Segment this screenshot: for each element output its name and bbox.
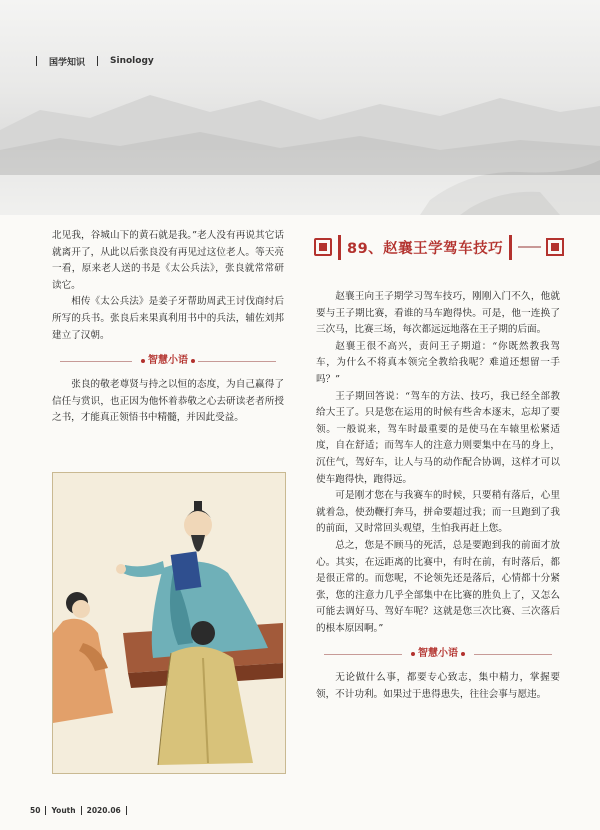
title-rule	[518, 246, 541, 248]
wisdom-tip-text: 张良的敬老尊贤与持之以恒的态度，为自己赢得了信任与赏识，也正因为他怀着恭敬之心去研读老者所授之书，才能真正领悟书中精髓，并因此受益。	[52, 379, 284, 424]
divider	[36, 56, 37, 66]
left-column	[52, 228, 284, 427]
paragraph: 可是刚才您在与我赛车的时候，只要稍有落后，心里就着急，使劲鞭打奔马，拼命要超过我；而一旦跑到了我的前面，又时常回头观望，生怕我再赶上您。	[316, 490, 560, 535]
paragraph: 赵襄王向王子期学习驾车技巧，刚刚入门不久，他就要与王子期比赛，看谁的马车跑得快。可是，他一连换了三次马，比赛三场，每次都远远地落在王子期的后面。	[316, 291, 560, 336]
chapter-heading	[314, 232, 564, 262]
paragraph: 总之，您是不顾马的死活，总是要跑到我的前面才放心。其实，在远距离的比赛中，有时在前，有时落后，都是很正常的。而您呢，不论领先还是落后，心情都十分紧张，您的注意力几乎全部集中在比赛的胜负上了，又怎么可能去调好马、驾好车呢？这就是您三次比赛、三次落后的根本原因啊。”	[316, 539, 560, 634]
mist-mountains-image	[0, 0, 600, 215]
divider	[81, 806, 82, 815]
issue-date: 2020.06	[86, 806, 121, 815]
paragraph: 赵襄王很不高兴，责问王子期道：“你既然教我驾车，为什么不将真本领完全教给我呢？难道还想留一手吗？”	[316, 340, 560, 385]
wisdom-tip-label: 智慧小语	[316, 646, 560, 662]
wisdom-tip-label: 智慧小语	[52, 353, 284, 369]
seal-icon	[546, 238, 564, 256]
section-header	[24, 54, 154, 68]
magazine-name: Youth	[51, 806, 76, 815]
divider	[45, 806, 46, 815]
right-column	[316, 289, 560, 704]
section-title-cn: 国学知识	[49, 57, 86, 68]
divider	[97, 56, 98, 66]
divider	[126, 806, 127, 815]
paragraph: 北见我，谷城山下的黄石就是我。”老人没有再说其它话就离开了，从此以后张良没有再见过这位老人。等天亮一看，原来老人送的书是《太公兵法》，张良就常常研读它。	[52, 230, 284, 291]
illustration-zhangliang-scene	[52, 472, 286, 774]
page-number: 50	[30, 806, 41, 815]
wisdom-tip-text: 无论做什么事，都要专心致志，集中精力，掌握要领，不计功利。如果过于患得患失，往往会事与愿违。	[316, 672, 560, 701]
paragraph: 相传《太公兵法》是姜子牙帮助周武王讨伐商纣后所写的兵书。张良后来果真利用书中的兵法，辅佐刘邦建立了汉朝。	[52, 296, 284, 341]
header-landscape	[0, 0, 600, 215]
page-footer	[30, 806, 132, 815]
section-title-en: Sinology	[110, 56, 154, 66]
scholars-illustration	[53, 473, 285, 773]
paragraph: 王子期回答说：“驾车的方法、技巧，我已经全部教给大王了。只是您在运用的时候有些舍本逐末，忘却了要领。一般说来，驾车时最重要的是使马在车辕里松紧适度，自在舒适；而驾车人的注意力则要集中在马的身上，沉住气，驾好车，让人与马的动作配合协调，这样才可以使车跑得快，跑得远。	[316, 390, 560, 485]
seal-icon	[314, 238, 332, 256]
chapter-title: 89、赵襄王学驾车技巧	[338, 235, 512, 260]
